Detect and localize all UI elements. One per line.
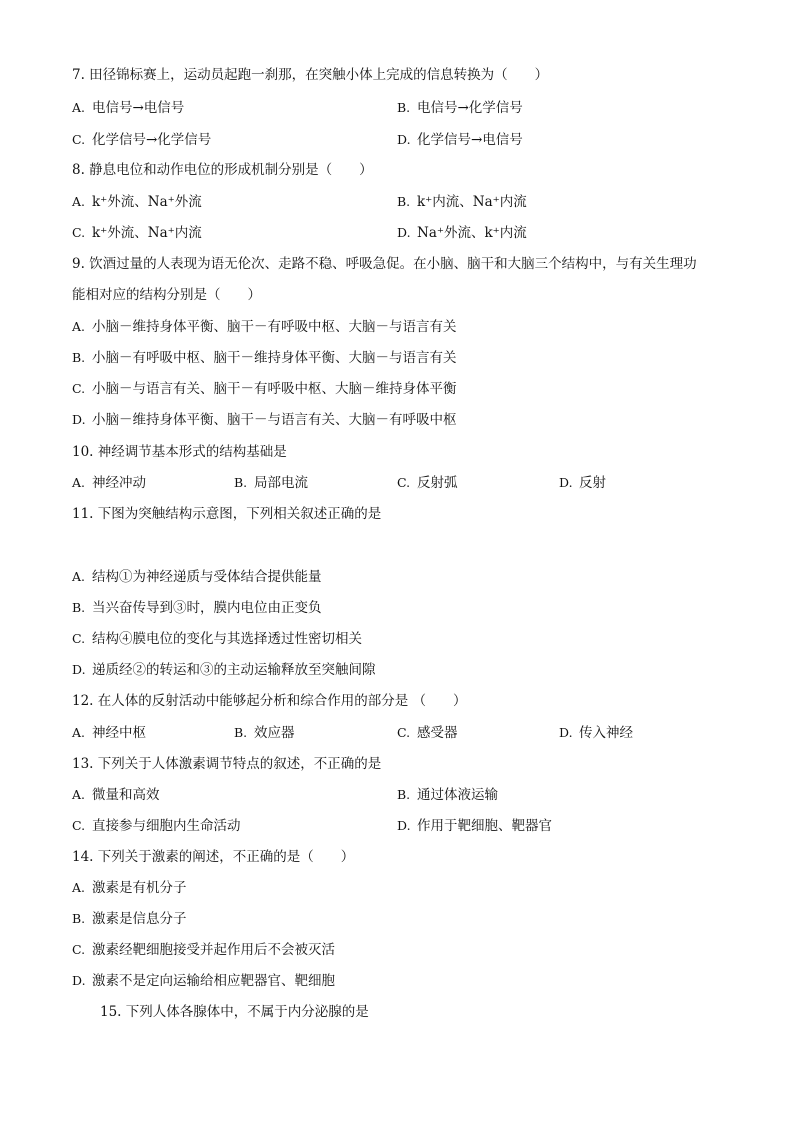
question-7-stem: 7. 田径锦标赛上，运动员起跑一刹那，在突触小体上完成的信息转换为（ ） [72, 67, 549, 83]
option-letter: A. [72, 475, 86, 490]
question-12-option-a[interactable] [72, 724, 146, 742]
option-text: 作用于靶细胞、靶器官 [417, 818, 552, 834]
question-10-option-d[interactable] [559, 474, 606, 492]
option-letter: C. [72, 818, 86, 833]
option-text: 结构①为神经递质与受体结合提供能量 [92, 569, 322, 585]
option-text: 小脑－与语言有关、脑干－有呼吸中枢、大脑－维持身体平衡 [92, 381, 457, 397]
option-letter: B. [234, 475, 248, 490]
question-14-option-b[interactable] [72, 910, 187, 928]
option-text: 激素不是定向运输给相应靶器官、靶细胞 [92, 973, 335, 989]
option-text: 神经冲动 [92, 475, 146, 491]
question-10-stem: 10. 神经调节基本形式的结构基础是 [72, 444, 287, 460]
question-9-option-d[interactable] [72, 411, 457, 429]
question-14-option-c[interactable] [72, 941, 335, 959]
option-letter: D. [397, 132, 411, 147]
question-8-option-a[interactable] [72, 193, 202, 211]
option-letter: C. [397, 725, 411, 740]
option-letter: A. [72, 569, 86, 584]
question-8-stem: 8. 静息电位和动作电位的形成机制分别是（ ） [72, 162, 373, 178]
option-letter: D. [72, 662, 86, 677]
question-13-stem: 13. 下列关于人体激素调节特点的叙述，不正确的是 [72, 756, 382, 772]
option-text: k⁺外流、Na⁺外流 [92, 194, 202, 210]
question-14-option-d[interactable] [72, 972, 335, 990]
option-letter: A. [72, 194, 86, 209]
option-text: 小脑－维持身体平衡、脑干－有呼吸中枢、大脑－与语言有关 [92, 319, 457, 335]
option-letter: C. [72, 381, 86, 396]
option-text: 结构④膜电位的变化与其选择透过性密切相关 [92, 631, 362, 647]
question-11-option-a[interactable] [72, 568, 322, 586]
question-9-option-c[interactable] [72, 380, 457, 398]
option-letter: B. [397, 100, 411, 115]
option-letter: D. [397, 225, 411, 240]
option-text: k⁺外流、Na⁺内流 [92, 225, 202, 241]
option-letter: C. [72, 225, 86, 240]
question-10-option-b[interactable] [234, 474, 308, 492]
option-letter: C. [72, 942, 86, 957]
option-letter: B. [72, 600, 86, 615]
question-11-option-b[interactable] [72, 599, 322, 617]
question-7-option-d[interactable] [397, 131, 523, 149]
question-14-option-a[interactable] [72, 879, 187, 897]
question-13-option-b[interactable] [397, 786, 498, 804]
option-letter: D. [559, 475, 573, 490]
question-7-option-b[interactable] [397, 99, 523, 117]
question-9-stem-line2: 能相对应的结构分别是（ ） [72, 287, 261, 303]
option-letter: A. [72, 100, 86, 115]
option-letter: B. [234, 725, 248, 740]
question-9-option-a[interactable] [72, 318, 457, 336]
question-12-stem: 12. 在人体的反射活动中能够起分析和综合作用的部分是 （ ） [72, 693, 467, 709]
question-8-option-c[interactable] [72, 224, 202, 242]
option-text: 神经中枢 [92, 725, 146, 741]
question-15-stem: 15. 下列人体各腺体中，不属于内分泌腺的是 [100, 1004, 369, 1020]
option-text: 递质经②的转运和③的主动运输释放至突触间隙 [92, 662, 376, 678]
option-text: 化学信号→电信号 [417, 132, 523, 148]
option-letter: A. [72, 725, 86, 740]
question-9-stem-line1: 9. 饮酒过量的人表现为语无伦次、走路不稳、呼吸急促。在小脑、脑干和大脑三个结构中，与有关生理功 [72, 256, 697, 272]
option-text: 激素经靶细胞接受并起作用后不会被灭活 [92, 942, 335, 958]
option-text: 化学信号→化学信号 [92, 132, 212, 148]
option-letter: A. [72, 880, 86, 895]
option-text: 效应器 [254, 725, 295, 741]
option-text: 电信号→电信号 [92, 100, 185, 116]
option-text: 小脑－有呼吸中枢、脑干－维持身体平衡、大脑－与语言有关 [92, 350, 457, 366]
question-9-option-b[interactable] [72, 349, 457, 367]
question-12-option-b[interactable] [234, 724, 295, 742]
option-letter: B. [397, 787, 411, 802]
question-10-option-c[interactable] [397, 474, 458, 492]
option-text: Na⁺外流、k⁺内流 [417, 225, 527, 241]
option-text: 通过体液运输 [417, 787, 498, 803]
option-letter: B. [72, 911, 86, 926]
option-letter: D. [72, 973, 86, 988]
option-text: 反射弧 [417, 475, 458, 491]
question-7-option-c[interactable] [72, 131, 211, 149]
option-text: 感受器 [417, 725, 458, 741]
option-letter: A. [72, 787, 86, 802]
option-text: 局部电流 [254, 475, 308, 491]
option-text: 当兴奋传导到③时，膜内电位由正变负 [92, 600, 322, 616]
option-text: 微量和高效 [92, 787, 160, 803]
option-letter: B. [397, 194, 411, 209]
option-letter: D. [559, 725, 573, 740]
question-12-option-d[interactable] [559, 724, 633, 742]
option-letter: C. [397, 475, 411, 490]
option-letter: C. [72, 132, 86, 147]
option-letter: C. [72, 631, 86, 646]
option-text: 直接参与细胞内生命活动 [92, 818, 241, 834]
question-12-option-c[interactable] [397, 724, 458, 742]
question-11-stem: 11. 下图为突触结构示意图，下列相关叙述正确的是 [72, 506, 382, 522]
option-letter: D. [72, 412, 86, 427]
option-letter: D. [397, 818, 411, 833]
question-7-option-a[interactable] [72, 99, 184, 117]
question-13-option-d[interactable] [397, 817, 552, 835]
question-13-option-c[interactable] [72, 817, 241, 835]
question-13-option-a[interactable] [72, 786, 160, 804]
option-text: 激素是有机分子 [92, 880, 187, 896]
question-10-option-a[interactable] [72, 474, 146, 492]
question-8-option-d[interactable] [397, 224, 527, 242]
question-8-option-b[interactable] [397, 193, 527, 211]
question-14-stem: 14. 下列关于激素的阐述，不正确的是（ ） [72, 849, 355, 865]
option-text: 传入神经 [579, 725, 633, 741]
option-text: 激素是信息分子 [92, 911, 187, 927]
option-text: 电信号→化学信号 [417, 100, 523, 116]
question-11-option-d[interactable] [72, 661, 376, 679]
option-text: 反射 [579, 475, 606, 491]
option-letter: B. [72, 350, 86, 365]
option-text: k⁺内流、Na⁺内流 [417, 194, 527, 210]
question-11-option-c[interactable] [72, 630, 362, 648]
option-text: 小脑－维持身体平衡、脑干－与语言有关、大脑－有呼吸中枢 [92, 412, 457, 428]
option-letter: A. [72, 319, 86, 334]
